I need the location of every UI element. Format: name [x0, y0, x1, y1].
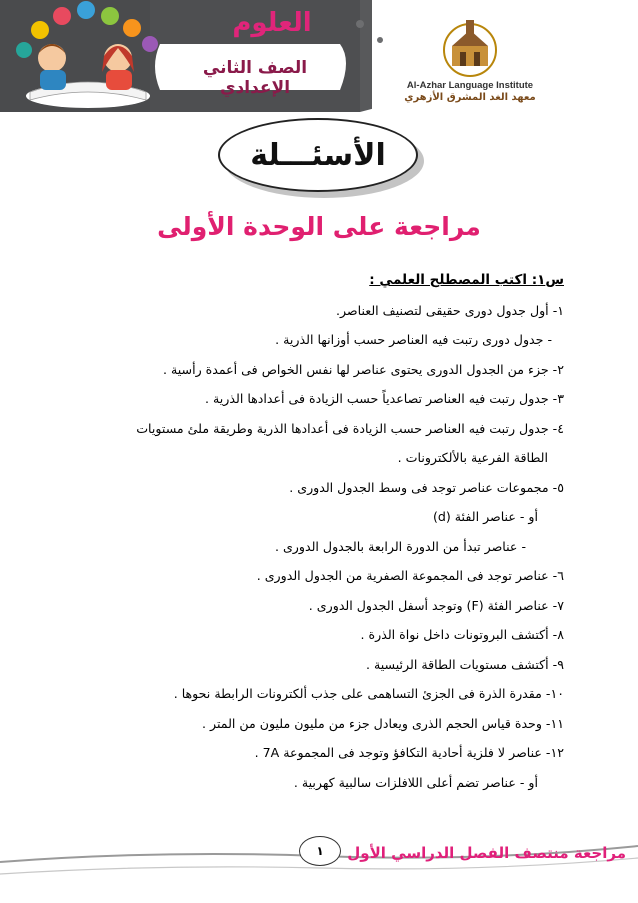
- list-item: ٩- أكتشف مستويات الطاقة الرئيسية .: [365, 657, 564, 672]
- list-item: ٨- أكتشف البروتونات داخل نواة الذرة .: [360, 627, 564, 642]
- list-item: - جدول دورى رتبت فيه العناصر حسب أوزانها الذرية .: [275, 332, 552, 347]
- page-number: ١: [316, 844, 324, 858]
- list-item: ٥- مجموعات عناصر توجد فى وسط الجدول الدورى .: [289, 480, 564, 495]
- unit-title: مراجعة على الوحدة الأولى: [157, 212, 481, 241]
- list-item: ١٢- عناصر لا فلزية أحادية التكافؤ وتوجد فى المجموعة 7A .: [254, 745, 564, 760]
- section-heading: س١: اكتب المصطلح العلمي :: [369, 272, 564, 288]
- list-item: ٣- جدول رتبت فيه العناصر تصاعدياً حسب الزيادة فى أعدادها الذرية .: [205, 391, 564, 406]
- page-header: [0, 0, 638, 112]
- list-item: ٤- جدول رتبت فيه العناصر حسب الزيادة فى أعدادها الذرية وطريقة ملئ مستويات: [136, 421, 564, 436]
- questions-title-badge: [218, 118, 424, 198]
- list-item: - عناصر تبدأ من الدورة الرابعة بالجدول الدورى .: [274, 539, 526, 554]
- institute-name-ar: معهد الغد المشرق الأزهري: [404, 92, 536, 103]
- list-item: أو - عناصر الفئة (d): [432, 509, 538, 524]
- footer-caption: مراجعة منتصف الفصل الدراسي الأول: [347, 844, 626, 862]
- list-item: ١١- وحدة قياس الحجم الذرى ويعادل جزء من مليون مليون من المتر .: [202, 716, 564, 731]
- list-item: ١٠- مقدرة الذرة فى الجزئ التساهمى على جذب ألكترونات الرابطة نحوها .: [173, 686, 564, 701]
- list-item: ٦- عناصر توجد فى المجموعة الصفرية من الجدول الدورى .: [256, 568, 564, 583]
- list-item: الطاقة الفرعية بالألكترونات .: [397, 450, 548, 465]
- institute-name-en: Al-Azhar Language Institute: [406, 80, 534, 91]
- list-item: ٢- جزء من الجدول الدورى يحتوى عناصر لها نفس الخواص فى أعمدة رأسية .: [162, 362, 564, 377]
- list-item: أو - عناصر تضم أعلى اللافلزات سالبية كهربية .: [293, 775, 538, 790]
- questions-title: الأسئـــلة: [250, 137, 386, 173]
- subject-title: العلوم: [232, 8, 312, 38]
- grade-label: الصف الثاني الإعدادي: [202, 58, 308, 98]
- badge-oval: [218, 118, 418, 192]
- list-item: ١- أول جدول دورى حقيقى لتصنيف العناصر.: [335, 303, 564, 318]
- page-number-badge: [299, 836, 341, 866]
- list-item: ٧- عناصر الفئة (F) وتوجد أسفل الجدول الدورى .: [308, 598, 564, 613]
